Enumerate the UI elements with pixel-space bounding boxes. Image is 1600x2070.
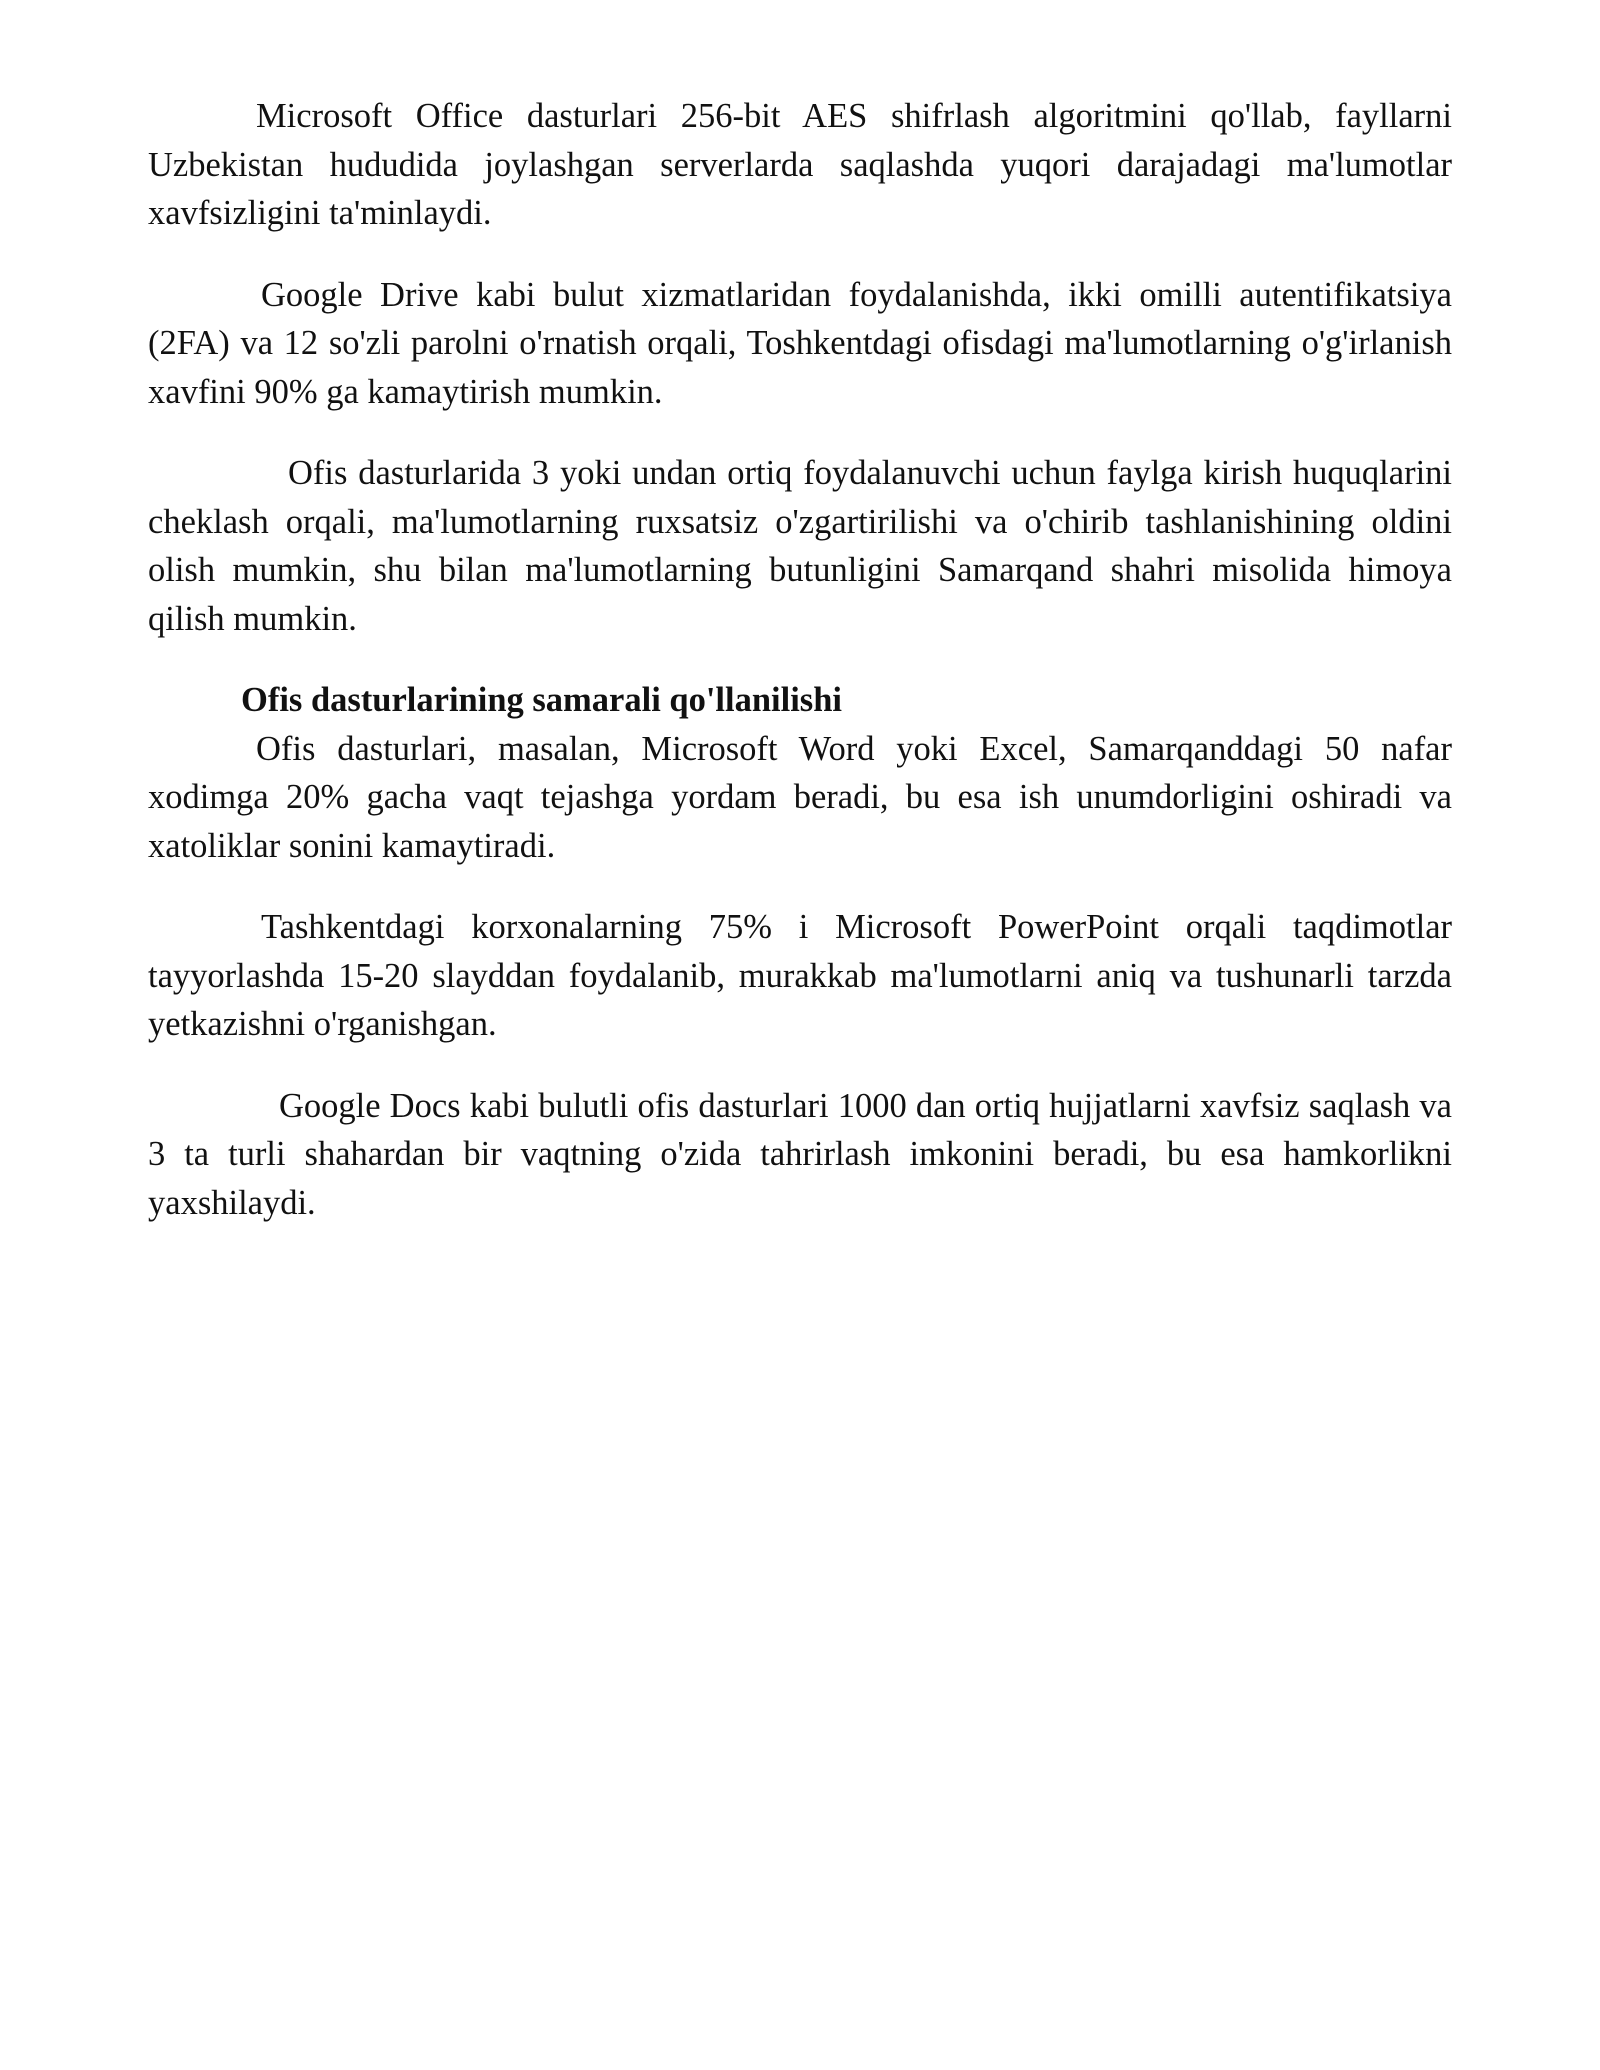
document-body — [148, 92, 1452, 1260]
paragraph-powerpoint: Tashkentdagi korxonalarning 75% i Microsoft PowerPoint orqali taqdimotlar tayyorlashda 15-20 slayddan foydalanib, murakkab ma'lumotlarni aniq va tushunarli tarzda yetkazishni o'rganishgan. — [148, 908, 1452, 1043]
section-heading: Ofis dasturlarining samarali qo'llanilishi — [241, 681, 842, 719]
paragraph-word-excel: Ofis dasturlari, masalan, Microsoft Word yoki Excel, Samarqanddagi 50 nafar xodimga 20% gacha vaqt tejashga yordam beradi, bu esa ish unumdorligini oshiradi va xatoliklar sonini kamaytiradi. — [148, 729, 1452, 865]
paragraph-aes-encryption: Microsoft Office dasturlari 256-bit AES shifrlash algoritmini qo'llab, fayllarni Uzbekistan hududida joylashgan serverlarda saqlashda yuqori darajadagi ma'lumotlar xavfsizligini ta'minlaydi. — [148, 97, 1452, 232]
paragraph-google-drive-2fa: Google Drive kabi bulut xizmatlaridan foydalanishda, ikki omilli autentifikatsiya (2FA) va 12 so'zli parolni o'rnatish orqali, Toshkentdagi ofisdagi ma'lumotlarning o'g'irlanish xavfini 90% ga kamaytirish mumkin. — [148, 275, 1452, 411]
paragraph-access-rights: Ofis dasturlarida 3 yoki undan ortiq foydalanuvchi uchun faylga kirish huquqlarini cheklash orqali, ma'lumotlarning ruxsatsiz o'zgartirilishi va o'chirib tashlanishining oldini olish mumkin, shu bilan ma'lumotlarning butunligini Samarqand shahri misolida himoya qilish mumkin. — [148, 454, 1452, 638]
paragraph-google-docs: Google Docs kabi bulutli ofis dasturlari 1000 dan ortiq hujjatlarni xavfsiz saqlash va 3 ta turli shahardan bir vaqtning o'zida tahrirlash imkonini beradi, bu esa hamkorlikni yaxshilaydi. — [148, 1086, 1452, 1222]
